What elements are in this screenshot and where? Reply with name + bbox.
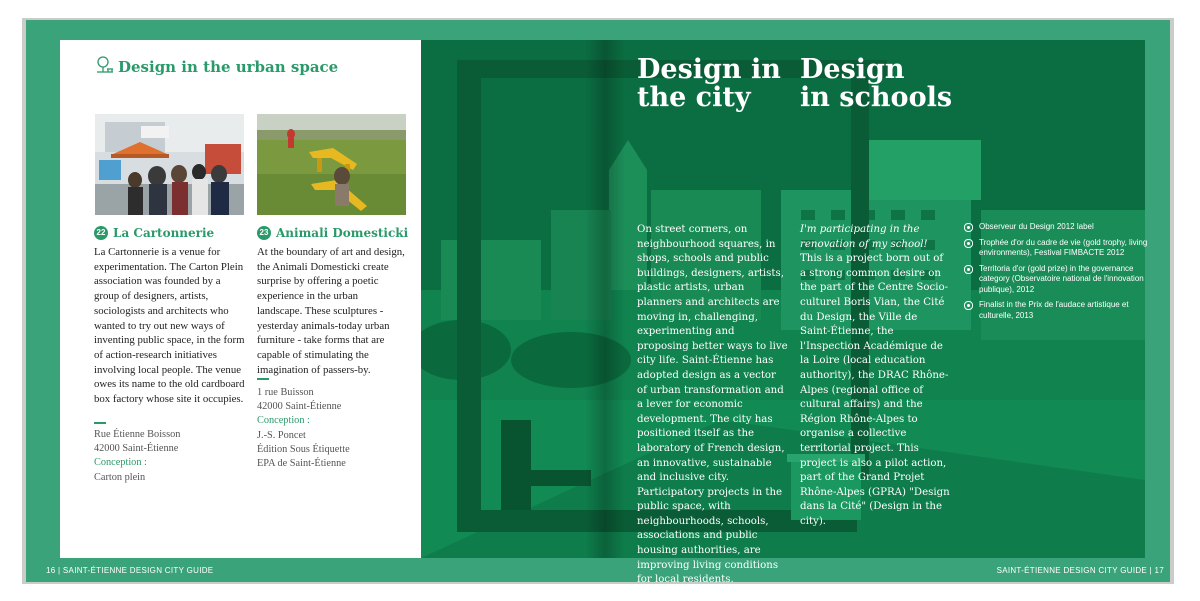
left-page-footer: 16 | SAINT-ÉTIENNE DESIGN CITY GUIDE <box>46 566 214 575</box>
tree-bench-icon <box>95 56 115 74</box>
bullet-icon <box>964 223 973 232</box>
card-address <box>257 386 405 471</box>
bullet-icon <box>964 239 973 248</box>
divider <box>94 422 106 424</box>
cartonnerie-photo <box>95 114 244 215</box>
card-number-badge: 23 <box>257 226 271 240</box>
award-item <box>964 238 1149 259</box>
city-title <box>637 56 781 112</box>
city-title-line: Design in <box>637 54 781 85</box>
conception-label: Conception : <box>94 457 147 469</box>
card-title-animali <box>257 226 408 240</box>
bullet-icon <box>964 265 973 274</box>
address-line: Rue Étienne Boisson <box>94 429 181 440</box>
award-item <box>964 222 1149 233</box>
card-description: La Cartonnerie is a venue for experimentation. The Carton Plein association was founded by a group of designers, artists, sociologists and architects who wanted to try out new ways of inventing public space, in the form of action-research initiatives involving local people. The venue owes its name to the old cardboard box factory whose site it occupies. <box>94 246 245 406</box>
schools-text <box>800 223 950 529</box>
awards-list <box>964 222 1149 326</box>
conception-line: J.-S. Poncet <box>257 429 306 441</box>
card-description: At the boundary of art and design, the Animali Domesticki create surprise by offering a poetic experience in the urban landscape. These sculptures - yesterday animals-today urban furniture - take forms that are capable of stimulating the imagination of passers-by. <box>257 246 405 376</box>
award-text: Observeur du Design 2012 label <box>979 222 1094 231</box>
card-title-text: La Cartonnerie <box>113 226 215 240</box>
schools-quote: I'm participating in the renovation of my school! <box>800 224 928 250</box>
conception-line: Édition Sous Étiquette <box>257 443 350 455</box>
animali-domesticki-photo <box>257 114 406 215</box>
schools-title-line: Design <box>800 54 905 85</box>
bullet-icon <box>964 301 973 310</box>
award-item <box>964 264 1149 296</box>
card-address <box>94 428 246 485</box>
section-title: Design in the urban space <box>118 58 339 76</box>
award-item <box>964 300 1149 321</box>
conception-label: Conception : <box>257 415 310 427</box>
conception-line: Carton plein <box>94 471 146 483</box>
city-title-line: the city <box>637 82 751 113</box>
card-title-text: Animali Domesticki <box>276 226 409 240</box>
schools-title <box>800 56 952 112</box>
card-number-badge: 22 <box>94 226 108 240</box>
schools-body: This is a project born out of a strong common desire on the part of the Centre Socio-culturel Boris Vian, the Cité du Design, the Ville de Saint-Étienne, the l'Inspection Académique de la Loire (local education authority), the DRAC Rhône-Alpes (regional office of cultural affairs) and the Région Rhône-Alpes to organise a collective territorial project. This project is also a pilot action, part of the Grand Projet Rhône-Alpes (GPRA) "Design dans la Cité" (Design in the city). <box>800 253 950 527</box>
conception-line: EPA de Saint-Étienne <box>257 458 346 470</box>
award-text: Territoria d'or (gold prize) in the governance category (Observatoire national de l'innovation publique), 2012 <box>979 263 1144 294</box>
award-text: Trophée d'or du cadre de vie (gold trophy, living environments), Festival FIMBACTE 2012 <box>979 237 1148 257</box>
address-line: 1 rue Buisson <box>257 387 314 398</box>
city-text: On street corners, on neighbourhood squares, in shops, schools and public buildings, designers, artists, plastic artists, urban planners and architects are moving in, challenging, experimenting and proposing better ways to live city life. Saint-Étienne has adopted design as a vector of urban transformation and a lever for economic development. The city has positioned itself as the laboratory of French design, an innovative, sustainable and inclusive city. Participatory projects in the public space, with neighbourhoods, schools, associations and public housing authorities, are improving living conditions for local residents. <box>637 224 788 586</box>
right-page-footer: SAINT-ÉTIENNE DESIGN CITY GUIDE | 17 <box>996 566 1164 575</box>
award-text: Finalist in the Prix de l'audace artistique et culturelle, 2013 <box>979 300 1129 320</box>
schools-title-line: in schools <box>800 82 953 113</box>
card-title-cartonnerie <box>94 226 214 240</box>
book-spine <box>585 40 625 558</box>
address-line: 42000 Saint-Étienne <box>257 401 342 413</box>
divider <box>257 378 269 380</box>
address-line: 42000 Saint-Étienne <box>94 443 179 455</box>
